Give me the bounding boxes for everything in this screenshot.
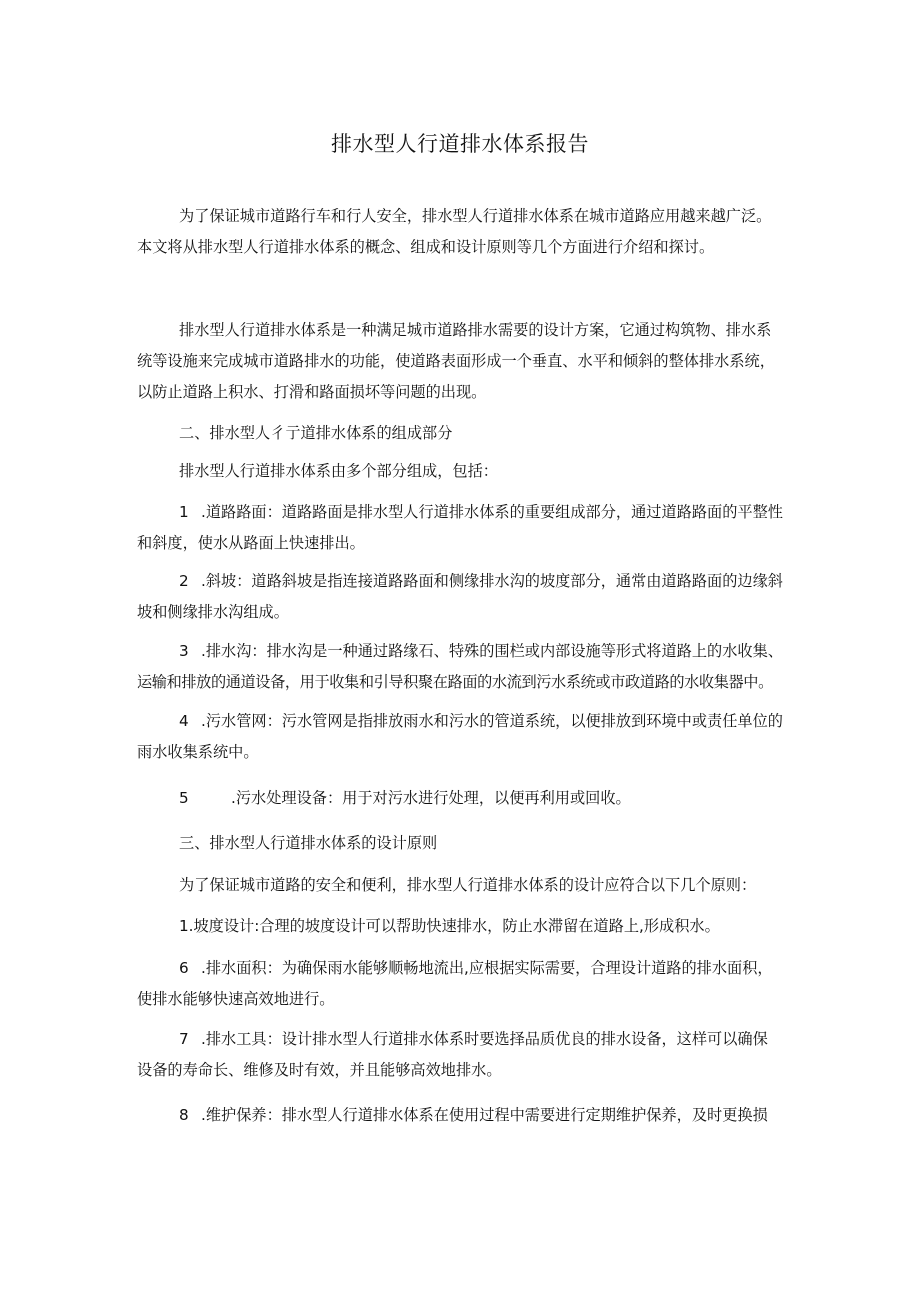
list-item	[137, 1024, 801, 1086]
document-title: 排水型人行道排水体系报告	[331, 132, 589, 156]
item-text: .排水面积：为确保雨水能够顺畅地流出,应根据实际需要，合理设计道路的排水面积，	[201, 959, 773, 977]
item-text: .道路路面：道路路面是排水型人行道排水体系的重要组成部分，通过道路路面的平整性	[201, 503, 783, 521]
item-text: 运输和排放的通道设备，用于收集和引导积聚在路面的水流到污水系统或市政道路的水收集器中。	[137, 673, 773, 691]
item-number: 1	[179, 503, 189, 521]
list-item	[137, 497, 801, 559]
text-line: 以防止道路上积水、打滑和路面损坏等问题的出现。	[137, 383, 487, 401]
lead-text: 排水型人行道排水体系由多个部分组成，包括：	[179, 462, 498, 480]
heading-text: 三、排水型人行道排水体系的设计原则	[179, 834, 438, 852]
intro-paragraph	[137, 201, 801, 263]
item-number: 2	[179, 572, 189, 590]
heading-text: 二、排水型人彳亍道排水体系的组成部分	[179, 424, 453, 442]
item-number: 6	[179, 959, 189, 977]
list-item	[137, 953, 801, 1015]
section-lead	[137, 456, 801, 487]
item-number: 7	[179, 1030, 189, 1048]
text-line: 排水型人行道排水体系是一种满足城市道路排水需要的设计方案，它通过构筑物、排水系	[179, 321, 772, 339]
list-item	[137, 783, 801, 814]
item-text: .排水沟：排水沟是一种通过路缘石、特殊的围栏或内部设施等形式将道路上的水收集、	[201, 642, 783, 660]
list-item	[137, 911, 801, 942]
text-line: 本文将从排水型人行道排水体系的概念、组成和设计原则等几个方面进行介绍和探讨。	[137, 238, 715, 256]
item-text: 雨水收集系统中。	[137, 743, 259, 761]
item-text: .维护保养：排水型人行道排水体系在使用过程中需要进行定期维护保养，及时更换损	[201, 1106, 768, 1124]
item-text: .斜坡：道路斜坡是指连接道路路面和侧缘排水沟的坡度部分，通常由道路路面的边缘斜	[201, 572, 783, 590]
section-heading	[137, 828, 801, 859]
item-text: .排水工具：设计排水型人行道排水体系时要选择品质优良的排水设备，这样可以确保	[201, 1030, 768, 1048]
lead-text: 为了保证城市道路的安全和便利，排水型人行道排水体系的设计应符合以下几个原则：	[179, 876, 757, 894]
list-item	[137, 706, 801, 768]
item-text: 1.坡度设计:合理的坡度设计可以帮助快速排水，防止水滞留在道路上,形成积水。	[179, 917, 720, 935]
item-text: 设备的寿命长、维修及时有效，并且能够高效地排水。	[137, 1061, 502, 1079]
list-item	[137, 1100, 801, 1131]
item-text: .污水处理设备：用于对污水进行处理，以便再利用或回收。	[231, 789, 631, 807]
concept-paragraph	[137, 315, 801, 408]
list-item	[137, 636, 801, 698]
text-line: 为了保证城市道路行车和行人安全，排水型人行道排水体系在城市道路应用越来越广泛。	[179, 207, 772, 225]
section-heading	[137, 418, 801, 449]
item-text: 使排水能够快速高效地进行。	[137, 990, 335, 1008]
item-number: 8	[179, 1106, 189, 1124]
section-lead	[137, 870, 801, 901]
item-number: 4	[179, 712, 189, 730]
list-item	[137, 566, 801, 628]
item-text: 坡和侧缘排水沟组成。	[137, 603, 289, 621]
item-number: 5	[179, 789, 189, 807]
text-line: 统等设施来完成城市道路排水的功能，使道路表面形成一个垂直、水平和倾斜的整体排水系统，	[137, 352, 775, 370]
item-text: 和斜度，使水从路面上快速排出。	[137, 534, 365, 552]
item-number: 3	[179, 642, 189, 660]
item-text: .污水管网：污水管网是指排放雨水和污水的管道系统，以便排放到环境中或责任单位的	[201, 712, 783, 730]
